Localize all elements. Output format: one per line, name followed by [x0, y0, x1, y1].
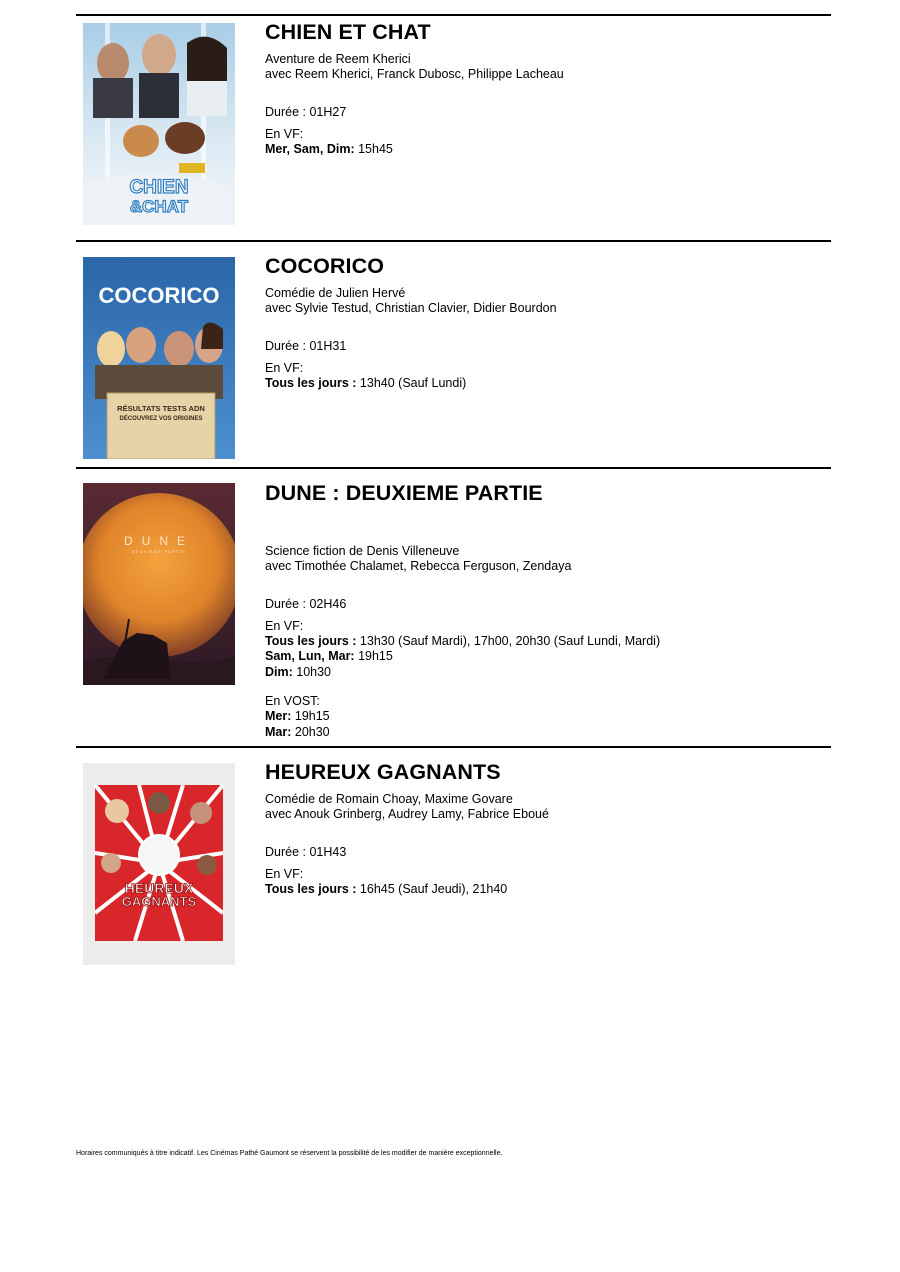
movie-poster [83, 257, 235, 459]
poster-caption: DÉCOUVREZ VOS ORIGINES [119, 416, 203, 422]
schedule-row [265, 882, 831, 897]
schedule-row [265, 376, 831, 391]
movie-poster [83, 483, 235, 685]
movie-duration: Durée : 02H46 [265, 596, 347, 611]
movie-genre: Comédie de Julien Hervé [265, 286, 406, 300]
schedule-days: Dim: [265, 664, 293, 679]
movie-entry [76, 467, 831, 748]
movie-title: CHIEN ET CHAT [265, 20, 431, 44]
movie-entry [76, 240, 831, 468]
schedule-times: 10h30 [292, 664, 332, 679]
schedule-times: 13h40 (Sauf Lundi) [356, 376, 467, 391]
schedule-times: 13h30 (Sauf Mardi), 17h00, 20h30 (Sauf Lundi, Mardi) [356, 634, 661, 649]
movie-poster [83, 23, 235, 225]
schedule-times: 20h30 [291, 724, 330, 739]
movie-title: COCORICO [265, 254, 385, 278]
poster-caption: DEUXIÈME PARTIE [131, 550, 187, 554]
poster-image [83, 483, 235, 685]
vf-label: En VF: [265, 360, 304, 375]
schedule-row [265, 142, 831, 157]
movie-entry [76, 746, 831, 974]
movie-duration: Durée : 01H27 [265, 104, 347, 119]
vf-label: En VF: [265, 126, 304, 141]
poster-image [83, 763, 235, 965]
schedule-days: Mar: [265, 724, 292, 739]
movie-poster [83, 763, 235, 965]
movie-cast: avec Anouk Grinberg, Audrey Lamy, Fabrice Eboué [265, 807, 549, 822]
movie-duration: Durée : 01H43 [265, 844, 347, 859]
movie-genre: Aventure de Reem Kherici [265, 52, 411, 66]
schedule-times: 16h45 (Sauf Jeudi), 21h40 [356, 882, 508, 897]
footer-disclaimer: Horaires communiqués à titre indicatif. Les Cinémas Pathé Gaumont se réservent la possibilité de les modifier de manière exceptionnelle. [76, 1150, 503, 1157]
poster-title-text: GAGNANTS [121, 894, 197, 909]
poster-caption: RÉSULTATS TESTS ADN [117, 404, 205, 413]
schedule-days: Sam, Lun, Mar: [265, 649, 355, 664]
schedule-row [265, 665, 831, 680]
poster-title-text: DUNE [123, 534, 195, 548]
schedule-days: Tous les jours : [265, 882, 357, 897]
movie-info [265, 469, 831, 740]
schedule-times: 19h15 [354, 649, 393, 664]
schedule-times: 15h45 [354, 142, 393, 157]
movie-genre: Comédie de Romain Choay, Maxime Govare [265, 792, 513, 806]
schedule-row [265, 649, 831, 664]
vost-label: En VOST: [265, 694, 320, 709]
schedule-row [265, 709, 831, 724]
movie-genre: Science fiction de Denis Villeneuve [265, 544, 460, 558]
vf-label: En VF: [265, 866, 304, 881]
movie-entry [76, 14, 831, 242]
schedule-days: Mer, Sam, Dim: [265, 142, 355, 157]
poster-title-text: COCORICO [98, 283, 220, 308]
movie-title: HEUREUX GAGNANTS [265, 760, 501, 784]
movie-title: DUNE : DEUXIEME PARTIE [265, 481, 543, 505]
schedule-row [265, 634, 831, 649]
movie-info [265, 242, 831, 391]
schedule-days: Tous les jours : [265, 376, 357, 391]
poster-image [83, 257, 235, 459]
movie-cast: avec Reem Kherici, Franck Dubosc, Philippe Lacheau [265, 67, 564, 82]
movie-cast: avec Sylvie Testud, Christian Clavier, Didier Bourdon [265, 301, 557, 316]
schedule-days: Mer: [265, 709, 292, 724]
schedule-days: Tous les jours : [265, 634, 357, 649]
schedule-times: 19h15 [291, 709, 330, 724]
movie-info [265, 16, 831, 157]
movie-info [265, 748, 831, 897]
movie-cast: avec Timothée Chalamet, Rebecca Ferguson, Zendaya [265, 559, 572, 574]
schedule-row [265, 725, 831, 740]
poster-title-text: HEUREUX [124, 880, 194, 896]
vf-label: En VF: [265, 618, 304, 633]
poster-title-text: CHIEN [129, 177, 189, 198]
poster-title-text: &CHAT [129, 197, 189, 216]
movie-duration: Durée : 01H31 [265, 338, 347, 353]
poster-image [83, 23, 235, 225]
